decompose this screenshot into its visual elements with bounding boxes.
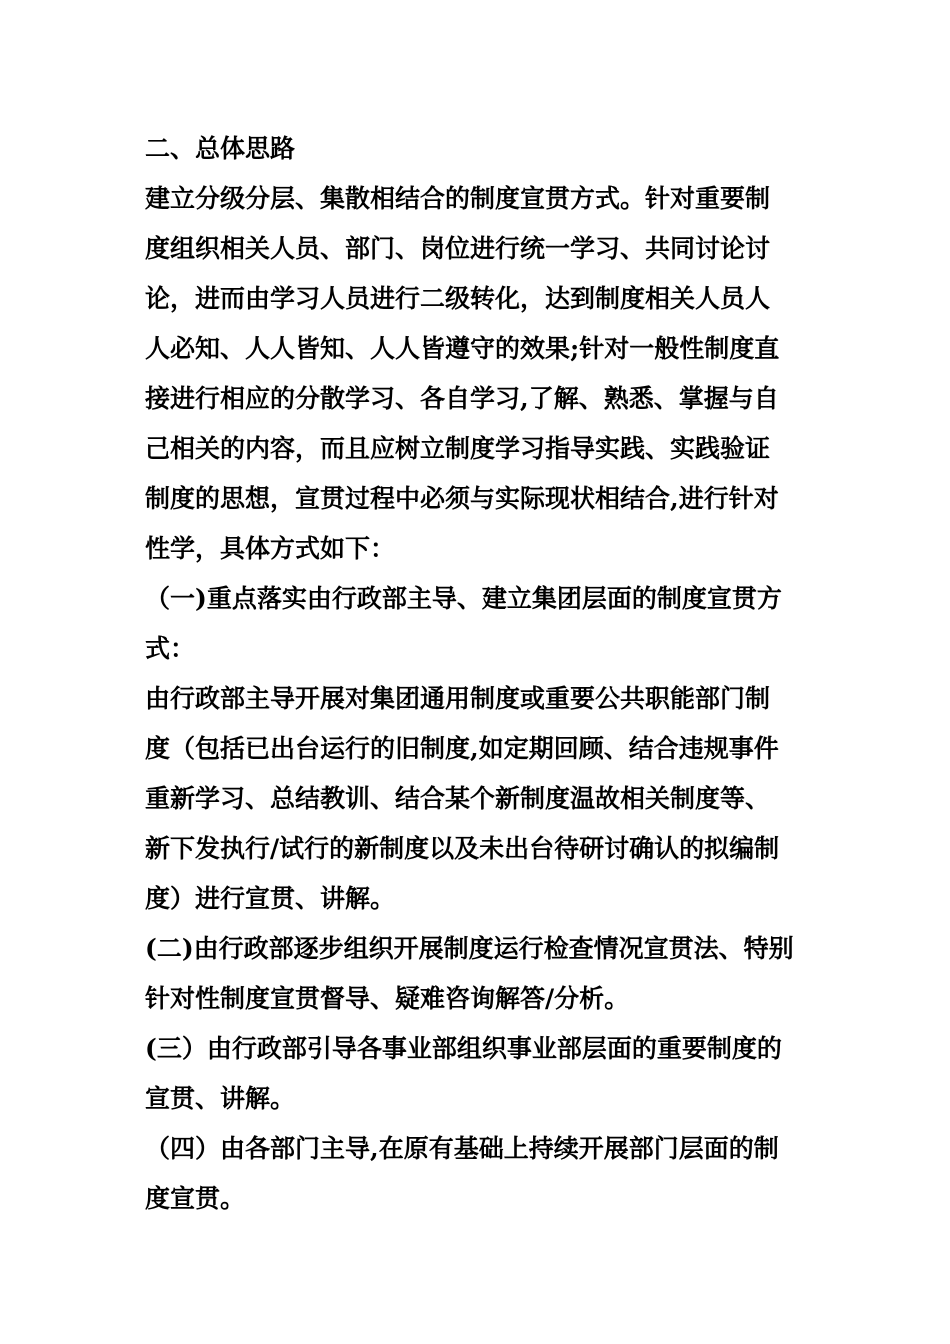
paragraph-line: 由行政部主导开展对集团通用制度或重要公共职能部门制 [145, 684, 771, 713]
list-item-line: 度宣贯。 [145, 1184, 246, 1213]
paragraph-line: 度组织相关人员、部门、岗位进行统一学习、共同讨论讨 [145, 234, 771, 263]
paragraph-line: 论，进而由学习人员进行二级转化，达到制度相关人员人 [145, 284, 771, 313]
paragraph-line: 己相关的内容，而且应树立制度学习指导实践、实践验证 [145, 434, 771, 463]
list-item-line: 宣贯、讲解。 [145, 1084, 296, 1113]
paragraph-line: 性学，具体方式如下： [145, 534, 396, 563]
subheading-line: （一)重点落实由行政部主导、建立集团层面的制度宣贯方 [145, 584, 782, 613]
paragraph-line: 制度的思想，宣贯过程中必须与实际现状相结合,进行针对 [145, 484, 779, 513]
list-item-line: （四）由各部门主导,在原有基础上持续开展部门层面的制 [145, 1134, 779, 1163]
list-item-line: 针对性制度宣贯督导、疑难咨询解答/分析。 [145, 984, 630, 1013]
section-heading: 二、总体思路 [145, 134, 296, 163]
subheading-line: 式： [145, 634, 196, 663]
document-body [145, 124, 815, 1224]
paragraph-line: 度（包括已出台运行的旧制度,如定期回顾、结合违规事件 [145, 734, 779, 763]
paragraph-line: 人必知、人人皆知、人人皆遵守的效果;针对一般性制度直 [145, 334, 780, 363]
paragraph-line: 接进行相应的分散学习、各自学习,了解、熟悉、掌握与自 [145, 384, 779, 413]
paragraph-line: 新下发执行/试行的新制度以及未出台待研讨确认的拟编制 [145, 834, 780, 863]
list-item-line: (三）由行政部引导各事业部组织事业部层面的重要制度的 [145, 1034, 782, 1063]
paragraph-line: 重新学习、总结教训、结合某个新制度温故相关制度等、 [145, 784, 771, 813]
paragraph-line: 度）进行宣贯、讲解。 [145, 884, 396, 913]
list-item-line: (二)由行政部逐步组织开展制度运行检查情况宣贯法、特别 [145, 934, 794, 963]
paragraph-line: 建立分级分层、集散相结合的制度宣贯方式。针对重要制 [145, 184, 771, 213]
